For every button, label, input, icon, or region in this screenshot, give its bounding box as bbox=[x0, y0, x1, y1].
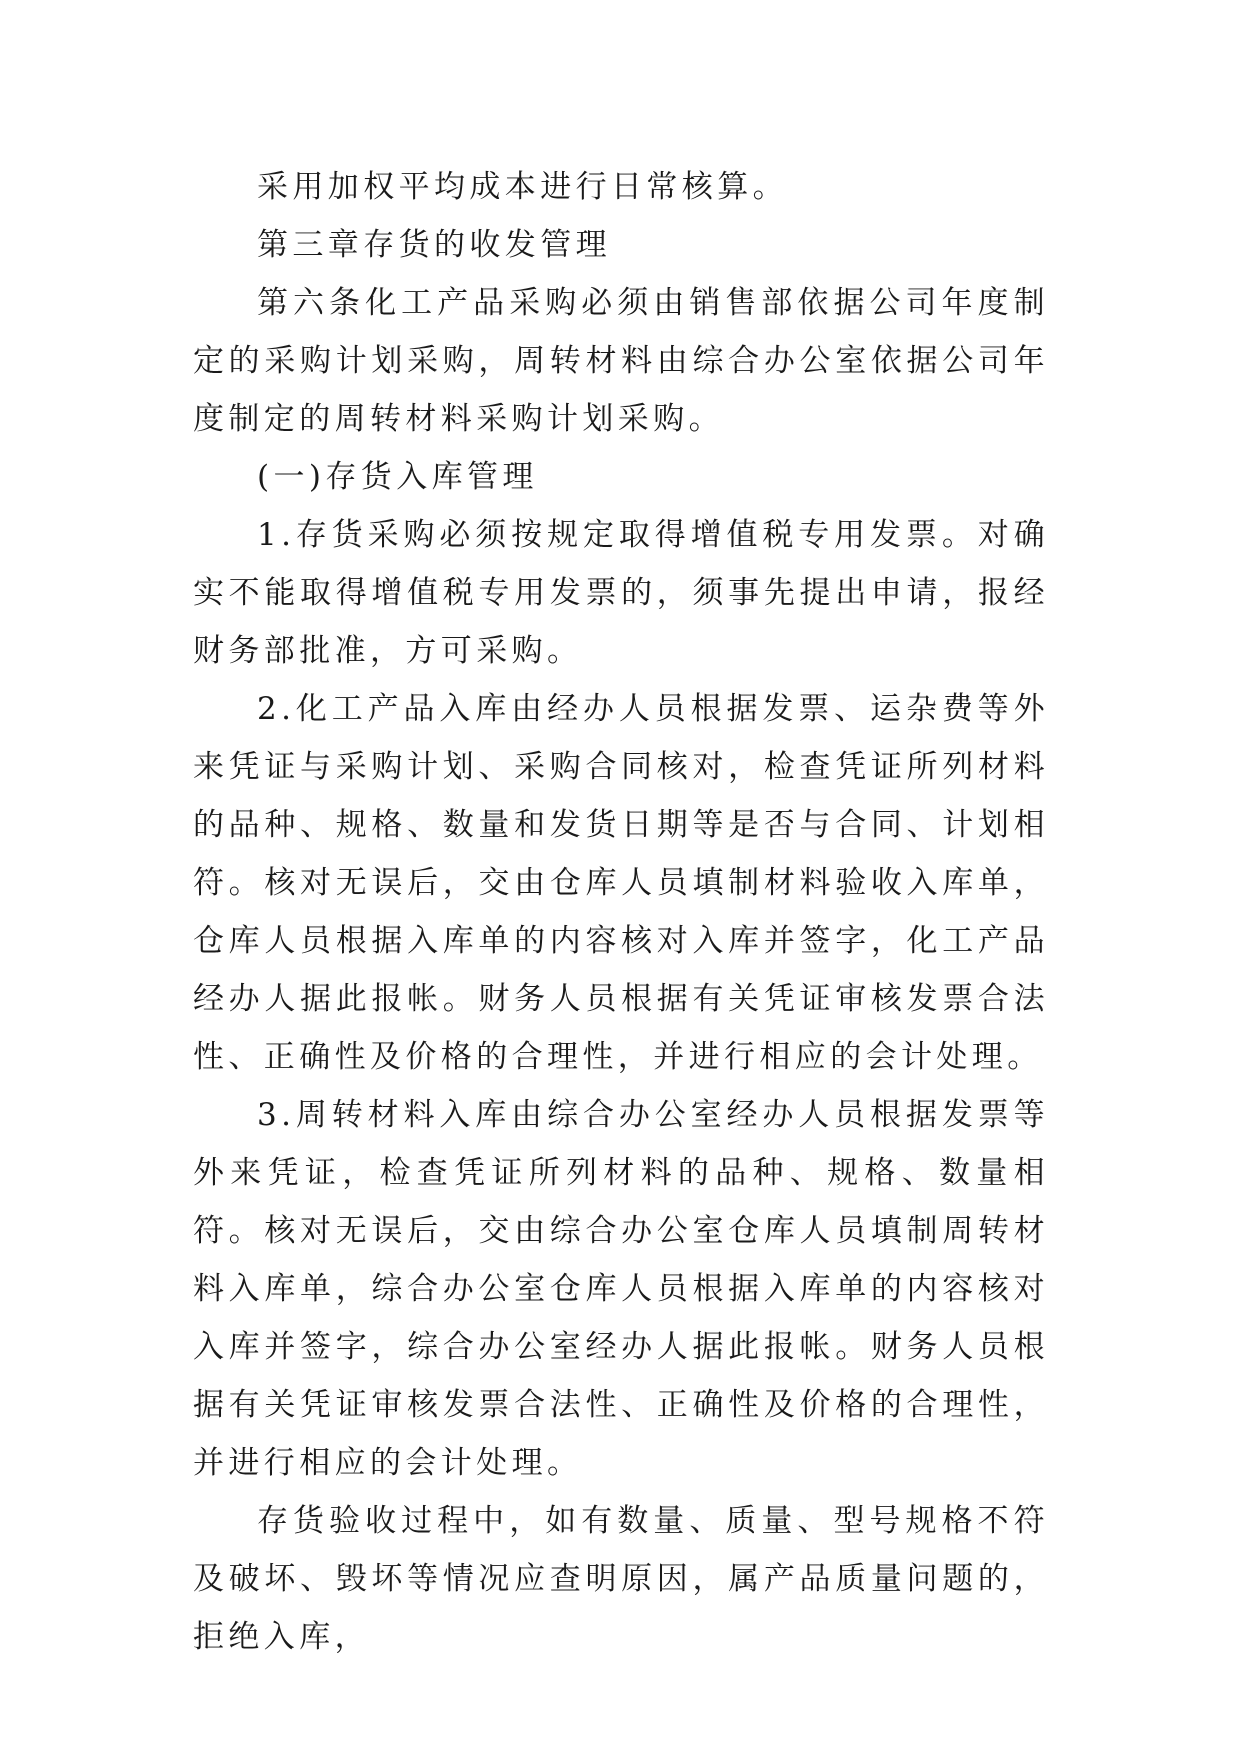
paragraph-cost-accounting: 采用加权平均成本进行日常核算。 bbox=[257, 169, 788, 205]
document-body bbox=[193, 158, 1049, 1666]
paragraph-item-2: 2.化工产品入库由经办人员根据发票、运杂费等外来凭证与采购计划、采购合同核对，检查凭证所列材料的品种、规格、数量和发货日期等是否与合同、计划相符。核对无误后，交由仓库人员填制材料验收入库单，仓库人员根据入库单的内容核对入库并签字，化工产品经办人据此报帐。财务人员根据有关凭证审核发票合法性、正确性及价格的合理性，并进行相应的会计处理。 bbox=[193, 691, 1049, 1075]
paragraph-inspection: 存货验收过程中，如有数量、质量、型号规格不符及破坏、毁坏等情况应查明原因，属产品质量问题的，拒绝入库， bbox=[193, 1503, 1049, 1655]
section-heading-inventory-inbound: (一)存货入库管理 bbox=[257, 459, 538, 495]
paragraph-article-six: 第六条化工产品采购必须由销售部依据公司年度制定的采购计划采购，周转材料由综合办公室依据公司年度制定的周转材料采购计划采购。 bbox=[193, 285, 1049, 437]
chapter-heading: 第三章存货的收发管理 bbox=[257, 227, 611, 263]
paragraph-item-3: 3.周转材料入库由综合办公室经办人员根据发票等外来凭证，检查凭证所列材料的品种、规格、数量相符。核对无误后，交由综合办公室仓库人员填制周转材料入库单，综合办公室仓库人员根据入库单的内容核对入库并签字，综合办公室经办人据此报帐。财务人员根据有关凭证审核发票合法性、正确性及价格的合理性，并进行相应的会计处理。 bbox=[193, 1097, 1049, 1481]
paragraph-item-1: 1.存货采购必须按规定取得增值税专用发票。对确实不能取得增值税专用发票的，须事先提出申请，报经财务部批准，方可采购。 bbox=[193, 517, 1049, 669]
